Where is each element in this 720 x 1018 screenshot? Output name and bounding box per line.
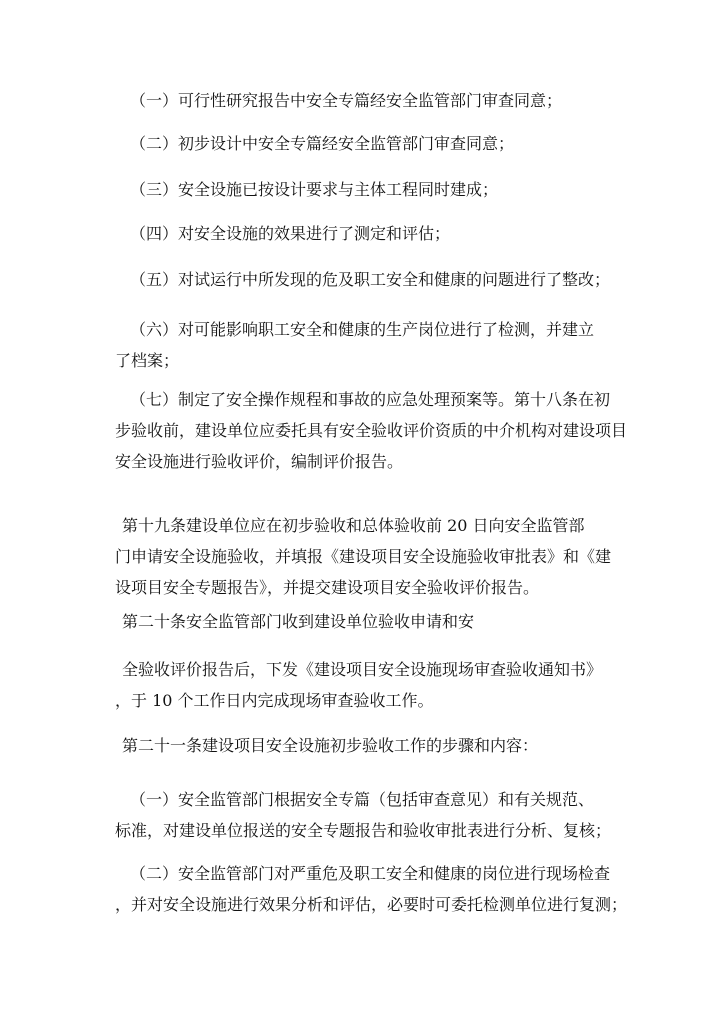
text-line: 全验收评价报告后，下发《建设项目安全设施现场审查验收通知书》: [122, 660, 603, 679]
clause-item-2: [0, 128, 720, 159]
clause-item-3: [0, 174, 720, 205]
article-21: [0, 730, 720, 761]
text-line: （一）安全监管部门根据安全专篇（包括审查意见）和有关规范、: [130, 790, 595, 809]
text-line: （二）安全监管部门对严重危及职工安全和健康的岗位进行现场检查: [130, 864, 611, 883]
text-line: 第二十条安全监管部门收到建设单位验收申请和安: [122, 612, 475, 631]
text-line: 步验收前，建设单位应委托具有安全验收评价资质的中介机构对建设项目: [115, 421, 628, 440]
article-20: [0, 606, 720, 637]
clause-item-5: [0, 264, 720, 295]
text-line: 第二十一条建设项目安全设施初步验收工作的步骤和内容：: [122, 736, 539, 755]
text-line: （七）制定了安全操作规程和事故的应急处理预案等。第十八条在初: [130, 390, 611, 409]
text-line: 第十九条建设单位应在初步验收和总体验收前 20 日向安全监管部: [122, 516, 585, 535]
clause-item-1: [0, 85, 720, 116]
text-line: （二）初步设计中安全专篇经安全监管部门审查同意；: [130, 134, 515, 153]
clause-item-4: [0, 218, 720, 249]
text-line: 门申请安全设施验收，并填报《建设项目安全设施验收审批表》和《建: [115, 547, 612, 566]
text-line: （六）对可能影响职工安全和健康的生产岗位进行了检测，并建立: [130, 320, 595, 339]
article-19: [0, 510, 720, 603]
text-line: ，并对安全设施进行效果分析和评估，必要时可委托检测单位进行复测；: [115, 895, 628, 914]
text-line: 了档案；: [115, 351, 180, 370]
text-line: 标准，对建设单位报送的安全专题报告和验收审批表进行分析、复核；: [115, 821, 612, 840]
text-line: （三）安全设施已按设计要求与主体工程同时建成；: [130, 180, 499, 199]
text-line: ，于 10 个工作日内完成现场审查验收工作。: [115, 691, 434, 710]
text-line: （五）对试运行中所发现的危及职工安全和健康的问题进行了整改；: [130, 270, 611, 289]
clause-item-7: [0, 384, 720, 477]
article-21-item-2: [0, 858, 720, 920]
clause-item-6: [0, 314, 720, 376]
text-line: 安全设施进行验收评价，编制评价报告。: [115, 452, 404, 471]
article-21-item-1: [0, 784, 720, 846]
article-20-continued: [0, 654, 720, 716]
text-line: （四）对安全设施的效果进行了测定和评估；: [130, 224, 451, 243]
text-line: （一）可行性研究报告中安全专篇经安全监管部门审查同意；: [130, 91, 563, 110]
text-line: 设项目安全专题报告》，并提交建设项目安全验收评价报告。: [115, 578, 540, 597]
